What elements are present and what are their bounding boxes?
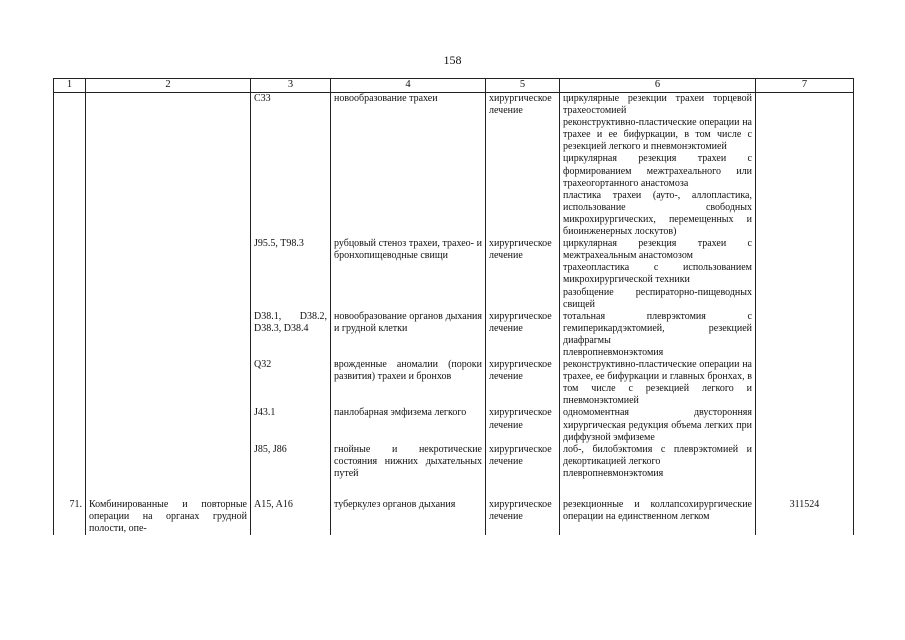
cost-value bbox=[756, 238, 854, 311]
treatment-type: хирургическое лечение bbox=[486, 93, 560, 239]
row-spacer bbox=[54, 480, 854, 499]
row-number bbox=[54, 359, 86, 407]
icd-code: C33 bbox=[251, 93, 331, 239]
cost-value bbox=[756, 407, 854, 443]
row-number bbox=[54, 238, 86, 311]
icd-code: A15, A16 bbox=[251, 499, 331, 535]
treatment-type: хирургическое лечение bbox=[486, 407, 560, 443]
table-row bbox=[54, 499, 854, 535]
row-number bbox=[54, 407, 86, 443]
col-header-5: 5 bbox=[486, 79, 560, 93]
row-number: 71. bbox=[54, 499, 86, 535]
treatment-method-line: пластика трахеи (ауто-, аллопластика, использование свободных микрохирургических, перемещенных и биоинженерных лоскутов) bbox=[563, 189, 752, 238]
patient-model: новообразование органов дыхания и грудной клетки bbox=[331, 311, 486, 359]
treatment-method bbox=[560, 238, 756, 311]
treatment-type: хирургическое лечение bbox=[486, 238, 560, 311]
care-type-name bbox=[86, 311, 251, 359]
page-number: 158 bbox=[443, 53, 462, 67]
icd-code: D38.1, D38.2, D38.3, D38.4 bbox=[251, 311, 331, 359]
medical-care-table bbox=[53, 78, 854, 535]
icd-code: J43.1 bbox=[251, 407, 331, 443]
treatment-method: резекционные и коллапсохирургические операции на единственном легком bbox=[560, 499, 756, 535]
cost-value bbox=[756, 93, 854, 239]
treatment-method-line: разобщение респираторно-пищеводных свищей bbox=[563, 286, 752, 310]
spacer-cell bbox=[251, 480, 331, 499]
column-number-row bbox=[54, 79, 854, 93]
col-header-2: 2 bbox=[86, 79, 251, 93]
col-header-6: 6 bbox=[560, 79, 756, 93]
row-number bbox=[54, 444, 86, 480]
table-row bbox=[54, 444, 854, 480]
spacer-cell bbox=[86, 480, 251, 499]
treatment-method: одномоментная двусторонняя хирургическая редукция объема легких при диффузной эмфиземе bbox=[560, 407, 756, 443]
treatment-method: реконструктивно-пластические операции на трахее, ее бифуркации и главных бронхах, в том числе с резекцией легкого и пневмонэктомией bbox=[560, 359, 756, 407]
care-type-name bbox=[86, 359, 251, 407]
icd-code: Q32 bbox=[251, 359, 331, 407]
treatment-type: хирургическое лечение bbox=[486, 359, 560, 407]
table-row bbox=[54, 407, 854, 443]
icd-code: J85, J86 bbox=[251, 444, 331, 480]
treatment-method-line: циркулярные резекции трахеи торцевой трахеостомией bbox=[563, 93, 752, 117]
treatment-method-line: лоб-, билобэктомия с плеврэктомией и декортикацией легкого bbox=[563, 443, 752, 467]
col-header-3: 3 bbox=[251, 79, 331, 93]
cost-value bbox=[756, 444, 854, 480]
spacer-cell bbox=[486, 480, 560, 499]
patient-model: новообразование трахеи bbox=[331, 93, 486, 239]
treatment-method bbox=[560, 444, 756, 480]
treatment-type: хирургическое лечение bbox=[486, 444, 560, 480]
col-header-7: 7 bbox=[756, 79, 854, 93]
care-type-name bbox=[86, 444, 251, 480]
table-row bbox=[54, 238, 854, 311]
table-body bbox=[54, 93, 854, 536]
table-row bbox=[54, 93, 854, 239]
col-header-4: 4 bbox=[331, 79, 486, 93]
patient-model: туберкулез органов дыхания bbox=[331, 499, 486, 535]
treatment-method-line: циркулярная резекция трахеи с формированием межтрахеального или трахеогортанного анастомоза bbox=[563, 153, 752, 189]
row-number bbox=[54, 311, 86, 359]
treatment-type: хирургическое лечение bbox=[486, 499, 560, 535]
spacer-cell bbox=[54, 480, 86, 499]
spacer-cell bbox=[756, 480, 854, 499]
cost-value: 311524 bbox=[756, 499, 854, 535]
row-number bbox=[54, 93, 86, 239]
patient-model: гнойные и некротические состояния нижних дыхательных путей bbox=[331, 444, 486, 480]
treatment-method-line: тотальная плеврэктомия с гемиперикардэктомией, резекцией диафрагмы bbox=[563, 310, 752, 346]
table-row bbox=[54, 359, 854, 407]
patient-model: врожденные аномалии (пороки развития) трахеи и бронхов bbox=[331, 359, 486, 407]
care-type-name bbox=[86, 238, 251, 311]
cost-value bbox=[756, 311, 854, 359]
treatment-method-line: реконструктивно-пластические операции на трахее и ее бифуркации, в том числе с резекцией легкого и пневмонэктомией bbox=[563, 117, 752, 153]
spacer-cell bbox=[560, 480, 756, 499]
treatment-method-line: плевропневмонэктомия bbox=[563, 346, 664, 358]
col-header-1: 1 bbox=[54, 79, 86, 93]
cost-value bbox=[756, 359, 854, 407]
treatment-method-line: трахеопластика с использованием микрохирургической техники bbox=[563, 262, 752, 286]
treatment-type: хирургическое лечение bbox=[486, 311, 560, 359]
patient-model: рубцовый стеноз трахеи, трахео- и бронхопищеводные свищи bbox=[331, 238, 486, 311]
treatment-method-line: циркулярная резекция трахеи с межтрахеальным анастомозом bbox=[563, 238, 752, 262]
treatment-method bbox=[560, 93, 756, 239]
care-type-name bbox=[86, 93, 251, 239]
icd-code: J95.5, T98.3 bbox=[251, 238, 331, 311]
patient-model: панлобарная эмфизема легкого bbox=[331, 407, 486, 443]
spacer-cell bbox=[331, 480, 486, 499]
care-type-name bbox=[86, 407, 251, 443]
treatment-method bbox=[560, 311, 756, 359]
care-type-name: Комбинированные и повторные операции на органах грудной полости, опе- bbox=[86, 499, 251, 535]
treatment-method-line: плевропневмонэктомия bbox=[563, 467, 664, 479]
table-row bbox=[54, 311, 854, 359]
